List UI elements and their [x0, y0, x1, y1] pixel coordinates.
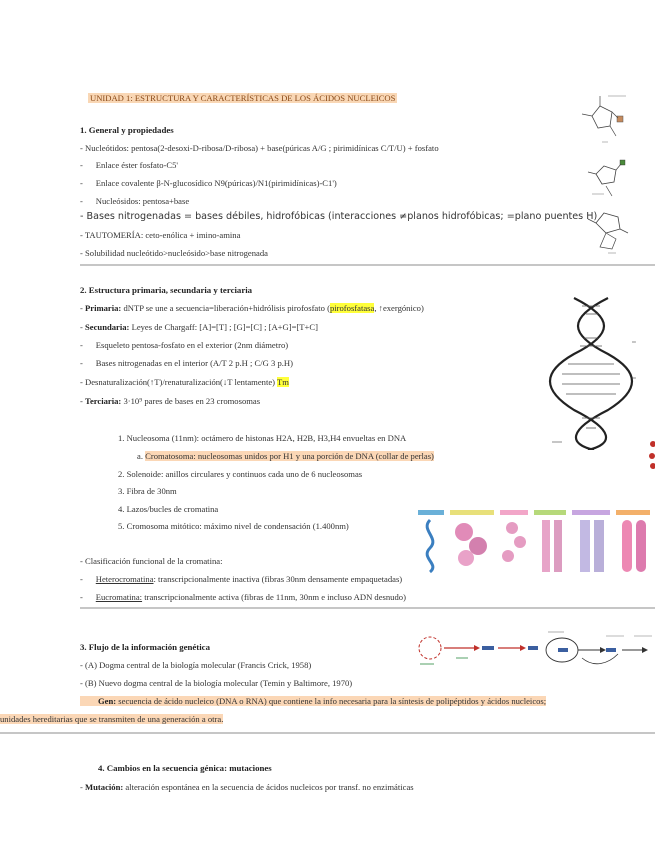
- primaria-line: - Primaria: dNTP se une a secuencia=liberación+hidrólisis pirofosfato (pirofosfatasa, ↑exergónico): [80, 303, 424, 313]
- heterocromatina-line: - Heterocromatina: transcripcionalmente inactiva (fibras 30nm densamente empaquetadas): [80, 574, 403, 584]
- bases-line: - Bases nitrogenadas = bases débiles, hidrofóbicas (interacciones ≠planos hidrofóbicas; =plano puentes H): [80, 211, 598, 222]
- secundaria-line: - Secundaria: Leyes de Chargaff: [A]=[T] ; [G]=[C] ; [A+G]=[T+C]: [80, 322, 318, 332]
- tautomeria-line: - TAUTOMERÍA: ceto-enólica + imino-amina: [80, 230, 241, 240]
- bases-interior-line: - Bases nitrogenadas en el interior (A/T 2 p.H ; C/G 3 p.H): [80, 358, 293, 368]
- gen-line-1: Gen: secuencia de ácido nucleico (DNA o RNA) que contiene la info necesaria para la síntesis de polipéptidos y ácidos nucleicos;: [80, 696, 546, 707]
- unit-title: UNIDAD 1: ESTRUCTURA Y CARACTERÍSTICAS DE LOS ÁCIDOS NUCLEICOS: [90, 93, 396, 103]
- enlace-glucosidico-line: - Enlace covalente β-N-glucosídico N9(púricas)/N1(pirimidínicas)-C1'): [80, 178, 337, 188]
- level-3-fibra: 3. Fibra de 30nm: [118, 486, 177, 496]
- nucleotide-structure-figure-1: [578, 92, 628, 150]
- central-dogma-diagram-b: [538, 628, 655, 668]
- solubilidad-line: - Solubilidad nucleótido>nucleósido>base nitrogenada: [80, 248, 268, 258]
- section-1-heading: 1. General y propiedades: [80, 125, 174, 135]
- esqueleto-line: - Esqueleto pentosa-fosfato en el exterior (2nm diámetro): [80, 340, 289, 350]
- eucromatina-line: - Eucromatina: transcripcionalmente activa (fibras de 11nm, 30nm e incluso ADN desnudo): [80, 592, 406, 602]
- nucleosidos-line: - Nucleósidos: pentosa+base: [80, 196, 190, 206]
- mutacion-line: - Mutación: alteración espontánea en la secuencia de ácidos nucleicos por transf. no enzimáticas: [80, 782, 414, 792]
- chromatin-compaction-figure: [416, 508, 652, 576]
- level-4-lazos: 4. Lazos/bucles de cromatina: [118, 504, 219, 514]
- section-3-heading: 3. Flujo de la información genética: [80, 642, 210, 652]
- divider-3: [0, 732, 655, 734]
- section-4-heading: 4. Cambios en la secuencia génica: mutaciones: [98, 763, 272, 773]
- divider-2: [80, 607, 655, 609]
- desnaturalizacion-line: - Desnaturalización(↑T)/renaturalización(↓T lentamente) Tm: [80, 377, 289, 387]
- dogma-a-line: - (A) Dogma central de la biología molecular (Francis Crick, 1958): [80, 660, 312, 670]
- level-1a-cromatosoma: a. Cromatosoma: nucleosomas unidos por H1 y una porción de DNA (collar de perlas): [137, 451, 434, 461]
- divider-1: [80, 264, 655, 266]
- nucleotide-structure-figure-3: [586, 205, 636, 261]
- nucleotide-structure-figure-2: [586, 156, 632, 200]
- section-2-heading: 2. Estructura primaria, secundaria y terciaria: [80, 285, 253, 295]
- clasificacion-line: - Clasificación funcional de la cromatina:: [80, 556, 223, 566]
- level-1-nucleosoma: 1. Nucleosoma (11nm): octámero de histonas H2A, H2B, H3,H4 envueltas en DNA: [118, 433, 407, 443]
- enlace-ester-line: - Enlace éster fosfato-C5': [80, 160, 178, 170]
- dogma-b-line: - (B) Nuevo dogma central de la biología molecular (Temin y Baltimore, 1970): [80, 678, 353, 688]
- red-chromosome-fragment: [645, 434, 655, 474]
- central-dogma-diagram-a: [416, 632, 540, 668]
- level-5-cromosoma: 5. Cromosoma mitótico: máximo nivel de condensación (1.400nm): [118, 521, 349, 531]
- gen-line-2: unidades hereditarias que se transmiten de una generación a otra.: [0, 714, 224, 724]
- level-2-solenoide: 2. Solenoide: anillos circulares y continuos cada uno de 6 nucleosomas: [118, 469, 363, 479]
- terciaria-line: - Terciaria: 3·10⁹ pares de bases en 23 cromosomas: [80, 396, 261, 406]
- dna-double-helix-figure: [548, 294, 636, 450]
- nucleotidos-line: - Nucleótidos: pentosa(2-desoxi-D-ribosa/D-ribosa) + base(púricas A/G ; pirimidínicas C/T/U) + fosfato: [80, 143, 439, 153]
